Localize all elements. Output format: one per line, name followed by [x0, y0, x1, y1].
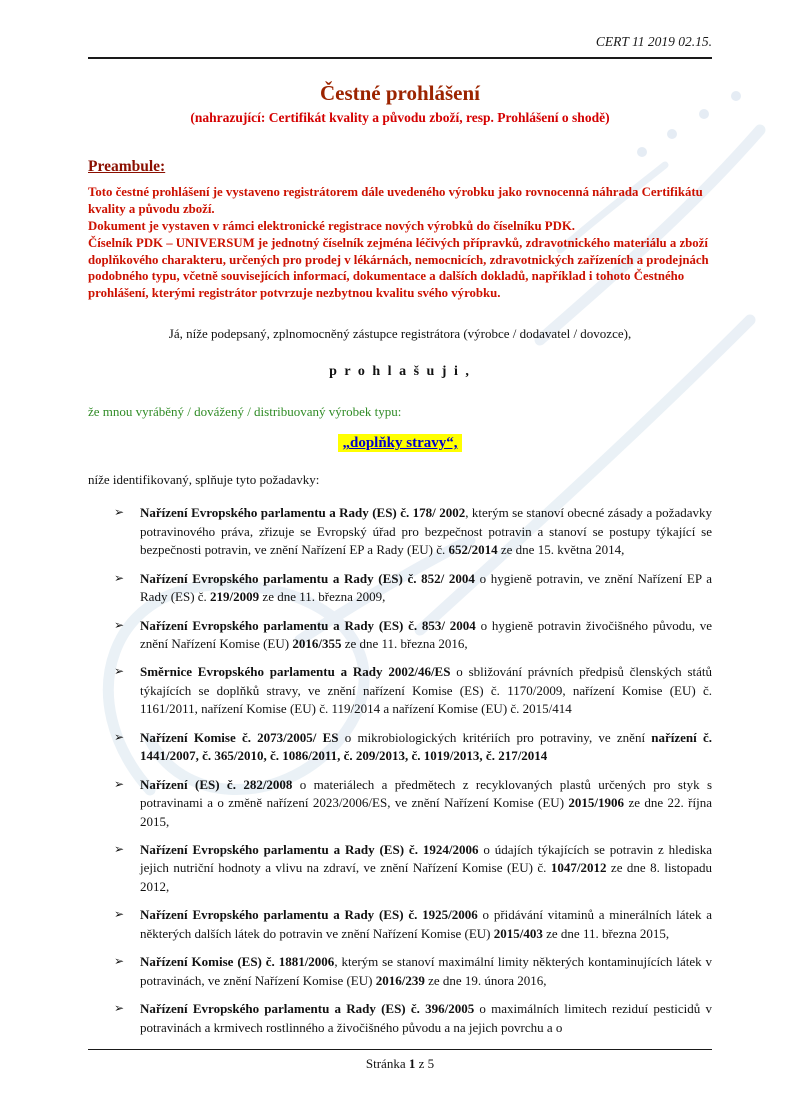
preamble-paragraph: Dokument je vystaven v rámci elektronické registrace nových výrobků do číselníku PDK.	[88, 218, 575, 233]
doc-code: CERT 11 2019 02.15.	[595, 34, 712, 49]
footer-divider	[88, 1049, 712, 1050]
declaration-word: p r o h l a š u j i ,	[329, 364, 471, 380]
page-number	[88, 1056, 712, 1072]
arrow-bullet-icon: ➢	[114, 842, 125, 857]
page-subtitle: (nahrazující: Certifikát kvality a původu zboží, resp. Prohlášení o shodě)	[190, 110, 610, 125]
arrow-bullet-icon: ➢	[114, 907, 125, 922]
page-number-suffix: z 5	[415, 1056, 435, 1071]
product-type-highlight: „doplňky stravy“,	[338, 434, 461, 452]
arrow-bullet-icon: ➢	[114, 729, 125, 744]
page-footer	[88, 1049, 712, 1072]
requirement-item	[88, 776, 712, 831]
top-divider	[88, 57, 712, 59]
requirement-text: Nařízení Evropského parlamentu a Rady (ES) č. 396/2005 o maximálních limitech reziduí pesticidů v potravinách a krmivech rostlinného a živočišného původu a na jejich povrchu a o	[140, 1001, 712, 1035]
requirement-text: Nařízení Komise č. 2073/2005/ ES o mikrobiologických kritériích pro potraviny, ve znění nařízení č. 1441/2007, č. 365/2010, č. 1086/2011, č. 209/2013, č. 1019/2013, č. 217/2014	[140, 729, 713, 764]
page-number-value: 1	[408, 1056, 416, 1071]
identified-line: níže identifikovaný, splňuje tyto požadavky:	[88, 472, 320, 488]
arrow-bullet-icon: ➢	[114, 664, 125, 679]
requirement-item	[88, 841, 712, 896]
requirement-item	[88, 617, 712, 654]
requirement-text: Nařízení Evropského parlamentu a Rady (ES) č. 1924/2006 o údajích týkajících se potravin z hlediska jejich nutriční hodnoty a vlivu na zdraví, ve znění Nařízení Komise (EU) č. 1047/2012 ze dne 8. listopadu 2012,	[140, 842, 713, 894]
requirement-text: Nařízení Komise (ES) č. 1881/2006, kterým se stanoví maximální limity některých kontaminujících látek v potravinách, ve znění Nařízení Komise (EU) 2016/239 ze dne 19. února 2016,	[140, 954, 712, 988]
requirement-item	[88, 1000, 712, 1037]
requirements-list	[88, 504, 712, 1037]
requirement-text: Nařízení Evropského parlamentu a Rady (ES) č. 178/ 2002, kterým se stanoví obecné zásady a požadavky potravinového práva, zřizuje se Evropský úřad pro bezpečnost potravin a stanoví se postupy týkající se bezpečnosti potravin, ve znění Nařízení EP a Rady (EU) č. 652/2014 ze dne 15. května 2014,	[140, 505, 712, 558]
requirement-text: Nařízení Evropského parlamentu a Rady (ES) č. 853/ 2004 o hygieně potravin živočišného původu, ve znění Nařízení Komise (EU) 2016/355 ze dne 11. března 2016,	[140, 617, 712, 651]
product-type-row	[88, 434, 712, 452]
preamble-paragraph: Číselník PDK – UNIVERSUM je jednotný číselník zejména léčivých přípravků, zdravotnického materiálu a zboží doplňkového charakteru, určených pro prodej v lékárnách, nemocnicích, zdravotnických zařízeních a prodejnách podobného typu, včetně souvisejících informací, dokumentace a dalších dokladů, například i tohoto Čestného prohlášení, kterými registrátor potvrzuje nezbytnou kvalitu svého výrobku.	[88, 235, 709, 301]
requirement-item	[88, 570, 712, 607]
arrow-bullet-icon: ➢	[114, 776, 125, 791]
requirement-item	[88, 663, 712, 718]
arrow-bullet-icon: ➢	[114, 954, 125, 969]
arrow-bullet-icon: ➢	[114, 1001, 125, 1016]
arrow-bullet-icon: ➢	[114, 570, 125, 585]
arrow-bullet-icon: ➢	[114, 617, 125, 632]
requirement-text: Směrnice Evropského parlamentu a Rady 2002/46/ES o sbližování právních předpisů členských států týkajících se doplňků stravy, ve znění nařízení Komise (ES) č. 1170/2009, nařízení Komise (EU) č. 1161/2011, nařízení Komise (EU) č. 119/2014 a nařízení Komise (EU) č. 2015/414	[140, 664, 712, 717]
page-number-prefix: Stránka	[365, 1056, 409, 1071]
requirement-text: Nařízení (ES) č. 282/2008 o materiálech a předmětech z recyklovaných plastů určených pro styk s potravinami a o změně nařízení 2023/2006/ES, ve znění Nařízení Komise (EU) 2015/1906 ze dne 22. října 2015,	[140, 776, 712, 829]
requirement-item	[88, 729, 712, 766]
arrow-bullet-icon: ➢	[114, 505, 125, 520]
requirement-item	[88, 953, 712, 990]
product-line: že mnou vyráběný / dovážený / distribuovaný výrobek typu:	[88, 404, 402, 420]
requirement-item	[88, 906, 712, 943]
page-title: Čestné prohlášení	[319, 81, 481, 105]
requirement-item	[88, 504, 712, 559]
declaration-intro: Já, níže podepsaný, zplnomocněný zástupce registrátora (výrobce / dodavatel / dovozce),	[168, 326, 632, 342]
preamble-heading: Preambule:	[88, 158, 166, 175]
preamble-paragraph: Toto čestné prohlášení je vystaveno registrátorem dále uvedeného výrobku jako rovnocenná náhrada Certifikátu kvality a původu zboží.	[88, 185, 703, 216]
requirement-text: Nařízení Evropského parlamentu a Rady (ES) č. 1925/2006 o přidávání vitaminů a minerálních látek a některých dalších látek do potravin ve znění Nařízení Komise (EU) 2015/403 ze dne 11. března 2015,	[140, 907, 713, 941]
requirement-text: Nařízení Evropského parlamentu a Rady (ES) č. 852/ 2004 o hygieně potravin, ve znění Nařízení EP a Rady (ES) č. 219/2009 ze dne 11. března 2009,	[140, 570, 713, 605]
preamble-body	[88, 184, 712, 302]
